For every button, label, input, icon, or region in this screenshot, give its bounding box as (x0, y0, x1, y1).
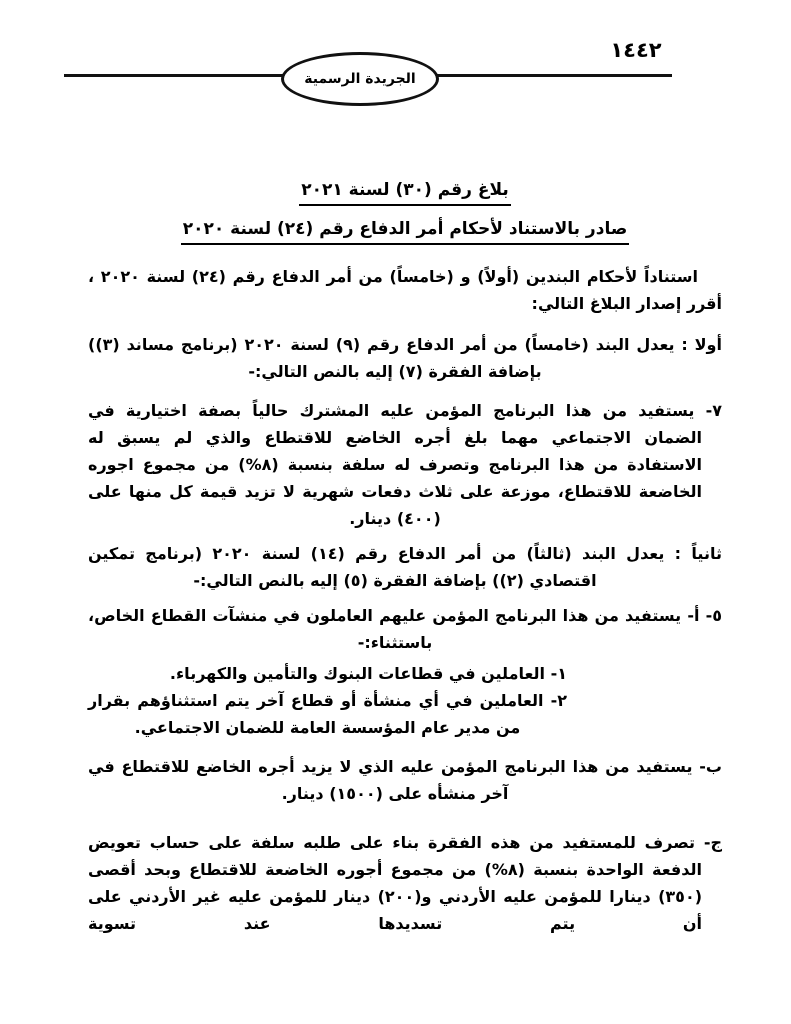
exception-item-2: ٢- العاملين في أي منشأة أو قطاع آخر يتم استثناؤهم بقرار من مدير عام المؤسسة العامة للضمان الاجتماعي. (88, 691, 567, 737)
section-first-paragraph: أولا : يعدل البند (خامساً) من أمر الدفاع رقم (٩) لسنة ٢٠٢٠ (برنامج مساند (٣)) بإضافة الفقرة (٧) إليه بالنص التالي:- (88, 335, 722, 381)
paragraph-c: ج- تصرف للمستفيد من هذه الفقرة بناء على طلبه سلفة على حساب تعويض الدفعة الواحدة بنسبة (٨%) من مجموع أجوره الخاضعة للاقتطاع وبحد أقصى (٣٥٠) دينارا للمؤمن عليه الأردني و(٢٠٠) دينار للمؤمن عليه غير الأردني على أن يتم تسديدها عند تسوية (88, 833, 722, 933)
gazette-name: الجريدة الرسمية (304, 71, 416, 87)
paragraph-b: ب- يستفيد من هذا البرنامج المؤمن عليه الذي لا يزيد أجره الخاضع للاقتطاع في آخر منشأه على (١٥٠٠) دينار. (88, 757, 722, 803)
gazette-oval-badge (281, 52, 439, 106)
document-title-row (88, 176, 722, 206)
document-content (88, 176, 722, 937)
exception-list (88, 660, 567, 741)
document-title: بلاغ رقم (٣٠) لسنة ٢٠٢١ (299, 179, 511, 206)
exception-item-1: ١- العاملين في قطاعات البنوك والتأمين والكهرباء. (169, 664, 567, 683)
section-second-paragraph: ثانياً : يعدل البند (ثالثاً) من أمر الدفاع رقم (١٤) لسنة ٢٠٢٠ (برنامج تمكين اقتصادي (٢)) بإضافة الفقرة (٥) إليه بالنص التالي:- (88, 544, 722, 590)
paragraph-7: ٧- يستفيد من هذا البرنامج المؤمن عليه المشترك حالياً بصفة اختيارية في الضمان الاجتماعي مهما بلغ أجره الخاضع للاقتطاع والذي لم يسبق له الاستفادة من هذا البرنامج وتصرف له سلفة بنسبة (٨%) من مجموع اجوره الخاضعة للاقتطاع، موزعة على ثلاث دفعات شهرية لا تزيد قيمة كل منها على (٤٠٠) دينار. (88, 401, 722, 528)
document-subtitle-row (88, 215, 722, 245)
intro-paragraph: استناداً لأحكام البندين (أولاً) و (خامساً) من أمر الدفاع رقم (٢٤) لسنة ٢٠٢٠ ، أقرر إصدار البلاغ التالي: (88, 267, 722, 313)
document-subtitle: صادر بالاستناد لأحكام أمر الدفاع رقم (٢٤) لسنة ٢٠٢٠ (181, 218, 630, 245)
paragraph-5a: ٥- أ- يستفيد من هذا البرنامج المؤمن عليهم العاملون في منشآت القطاع الخاص، باستثناء:- (88, 606, 722, 652)
page-number: ١٤٤٢ (610, 38, 662, 62)
